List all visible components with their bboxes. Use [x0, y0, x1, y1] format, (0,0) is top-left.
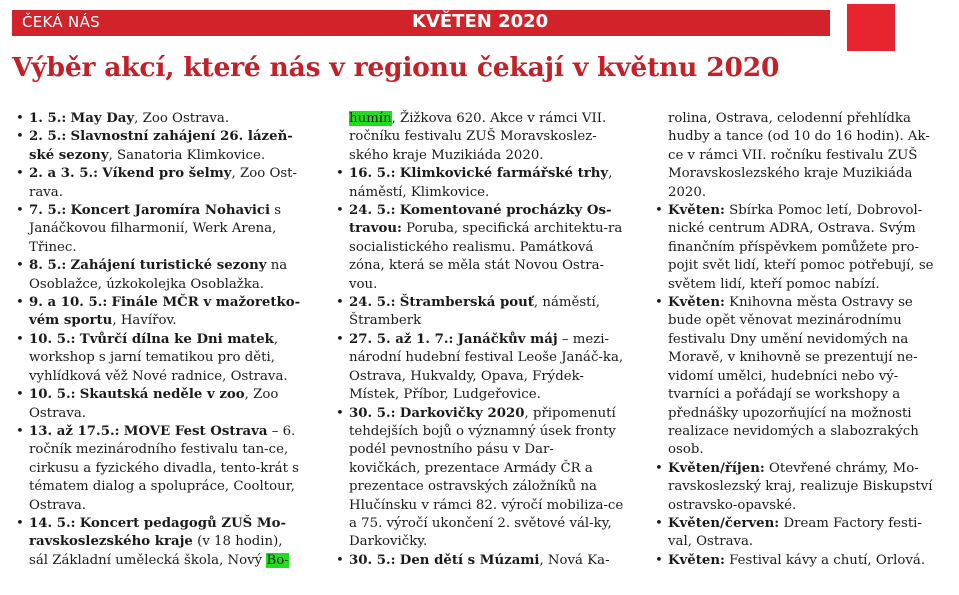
event-title: Finále MČR v mažoretko-vém sportu: [29, 295, 301, 329]
event-item: [14, 386, 304, 423]
event-item: [653, 294, 943, 460]
event-date: 24. 5.:: [349, 203, 396, 219]
event-date: 24. 5.:: [349, 295, 396, 311]
event-title: Víkend pro šelmy: [102, 166, 232, 182]
event-text: , Zoo Ostrava.: [134, 111, 230, 126]
event-text: Poruba, specifická architektu-ra socialistického realismu. Památková zóna, která se měla stát Novou Ostra-vou.: [349, 221, 623, 292]
event-item: [653, 110, 943, 202]
event-title: Den dětí s Múzami: [399, 552, 540, 568]
event-item: [14, 423, 304, 515]
event-text: s Janáčkovou filharmonií, Werk Arena, Třinec.: [29, 203, 282, 255]
section-bar: [12, 10, 830, 36]
event-text: Dream Factory festi-val, Ostrava.: [668, 515, 922, 550]
event-date: 7. 5.:: [29, 203, 67, 219]
event-date: 30. 5.:: [349, 552, 396, 568]
event-text: , Žižkova 620. Akce v rámci VII. ročníku festivalu ZUŠ Moravskoslez-ského kraje Muzikiáda 2020.: [349, 111, 607, 163]
column-1: [14, 110, 304, 570]
event-item: [653, 552, 943, 570]
headline: Výběr akcí, které nás v regionu čekají v květnu 2020: [12, 52, 780, 83]
event-text: rolina, Ostrava, celodenní přehlídka hudby a tance (od 10 do 16 hodin). Ak-ce v rámci VII. ročníku festivalu ZUŠ Moravskoslezského kraje Muzikiáda 2020.: [668, 111, 930, 200]
event-item: [334, 110, 624, 165]
event-date: 14. 5.:: [29, 515, 76, 531]
event-date: 27. 5. až 1. 7.:: [349, 331, 454, 347]
event-title: Janáčkův máj: [457, 331, 558, 347]
event-item: [334, 165, 624, 202]
event-date: 16. 5.:: [349, 166, 396, 182]
event-text: , Zoo Ostrava.: [29, 387, 279, 421]
event-item: [334, 405, 624, 552]
event-text: , náměstí, Klimkovice.: [349, 166, 613, 200]
event-text: Otevřené chrámy, Mo-ravskoslezský kraj, realizuje Biskupství ostravsko-opavské.: [668, 460, 933, 513]
section-label: ČEKÁ NÁS: [22, 13, 100, 31]
event-date: 10. 5.:: [29, 331, 76, 347]
event-date: 2. 5.:: [29, 129, 67, 145]
event-title: MOVE Fest Ostrava: [123, 423, 268, 439]
event-item: [14, 515, 304, 570]
event-item: [14, 128, 304, 165]
event-item: [14, 165, 304, 202]
event-date: 1. 5.:: [29, 111, 67, 126]
event-text: – 6. ročník mezinárodního festivalu tan-ce, cirkusu a fyzického divadla, tento-krát s tématem dialog a spolupráce, Cooltour, Ostrava.: [29, 423, 300, 513]
event-text: , Sanatoria Klimkovice.: [108, 147, 266, 163]
event-title: Klimkovické farmářské trhy: [399, 166, 609, 182]
event-text: , Zoo Ost-rava.: [29, 166, 298, 200]
column-3: [653, 110, 943, 570]
event-date: 30. 5.:: [349, 405, 396, 421]
event-date: Květen/říjen:: [668, 460, 765, 476]
event-date: 2. a 3. 5.:: [29, 166, 99, 182]
event-title: Darkovičky 2020: [399, 405, 525, 421]
corner-square: [847, 4, 895, 51]
event-date: Květen/červen:: [668, 515, 780, 531]
event-title: Tvůrčí dílna ke Dni matek: [79, 331, 274, 347]
event-item: [14, 202, 304, 257]
event-title: May Day: [70, 111, 135, 126]
event-text: , připomenutí tehdejších bojů o významný úsek fronty podél pevnostního pásu v Dar-kovičkách, prezentace Armády ČR a prezentace ostravských záložníků na Hlučínsku v rámci 82. výročí mobiliza-ce a 75. výročí ukončení 2. světové vál-ky, Darkovičky.: [349, 405, 624, 550]
event-title: Koncert pedagogů ZUŠ Mo-ravskoslezského kraje: [29, 515, 287, 550]
highlighted-text: Bo-: [266, 552, 289, 568]
column-2: [334, 110, 624, 570]
event-date: 13. až 17.5.:: [29, 423, 120, 439]
event-item: [653, 515, 943, 552]
highlighted-text: humín: [349, 111, 392, 126]
event-text: na Osoblažce, úzkokolejka Osoblažka.: [29, 258, 288, 292]
event-date: 9. a 10. 5.:: [29, 295, 108, 311]
event-text: Knihovna města Ostravy se bude opět věnovat mezinárodnímu festivalu Dny umění nevidomých na Moravě, v knihovně se prezentují ne-vidomí umělci, hudebníci nebo vý-tvarníci a pořádají se workshopy a přednášky upozorňující na možnosti realizace nevidomých a slabozrakých osob.: [668, 295, 919, 458]
event-text: , Havířov.: [112, 313, 177, 329]
event-date: 10. 5.:: [29, 387, 76, 403]
event-title: Komentované procházky Os-travou:: [349, 203, 612, 237]
month-label: KVĚTEN 2020: [412, 11, 549, 32]
event-item: [653, 202, 943, 294]
event-item: [14, 257, 304, 294]
event-date: Květen:: [668, 552, 725, 568]
event-item: [14, 331, 304, 386]
event-item: [14, 294, 304, 331]
event-text: – mezi-národní hudební festival Leoše Janáč-ka, Ostrava, Hukvaldy, Opava, Frýdek-Místek, Příbor, Ludgeřovice.: [349, 331, 624, 403]
event-text: , Nová Ka-: [539, 552, 610, 568]
event-item: [334, 552, 624, 570]
event-item: [14, 110, 304, 128]
event-item: [334, 202, 624, 294]
event-title: Skautská neděle v zoo: [79, 387, 245, 403]
event-date: Květen:: [668, 203, 725, 219]
event-item: [653, 460, 943, 515]
event-title: Slavnostní zahájení 26. lázeň-ské sezony: [29, 129, 293, 163]
event-item: [334, 331, 624, 405]
event-text: , náměstí, Štramberk: [349, 295, 600, 329]
event-date: 8. 5.:: [29, 258, 67, 274]
event-item: [334, 294, 624, 331]
event-date: Květen:: [668, 295, 725, 311]
event-title: Zahájení turistické sezony: [70, 258, 267, 274]
event-title: Koncert Jaromíra Nohavici: [70, 203, 271, 219]
event-text: Sbírka Pomoc letí, Dobrovol-nické centrum ADRA, Ostrava. Svým finančním příspěvkem pomůžete pro-pojit svět lidí, kteří pomoc potřebují, se světem lidí, kteří pomoc nabízí.: [668, 203, 934, 292]
event-text: (v 18 hodin), sál Základní umělecká škola, Nový: [29, 534, 283, 568]
event-title: Štramberská pouť: [399, 295, 534, 311]
event-text: , workshop s jarní tematikou pro děti, vyhlídková věž Nové radnice, Ostrava.: [29, 331, 288, 384]
event-text: Festival kávy a chutí, Orlová.: [729, 552, 926, 568]
